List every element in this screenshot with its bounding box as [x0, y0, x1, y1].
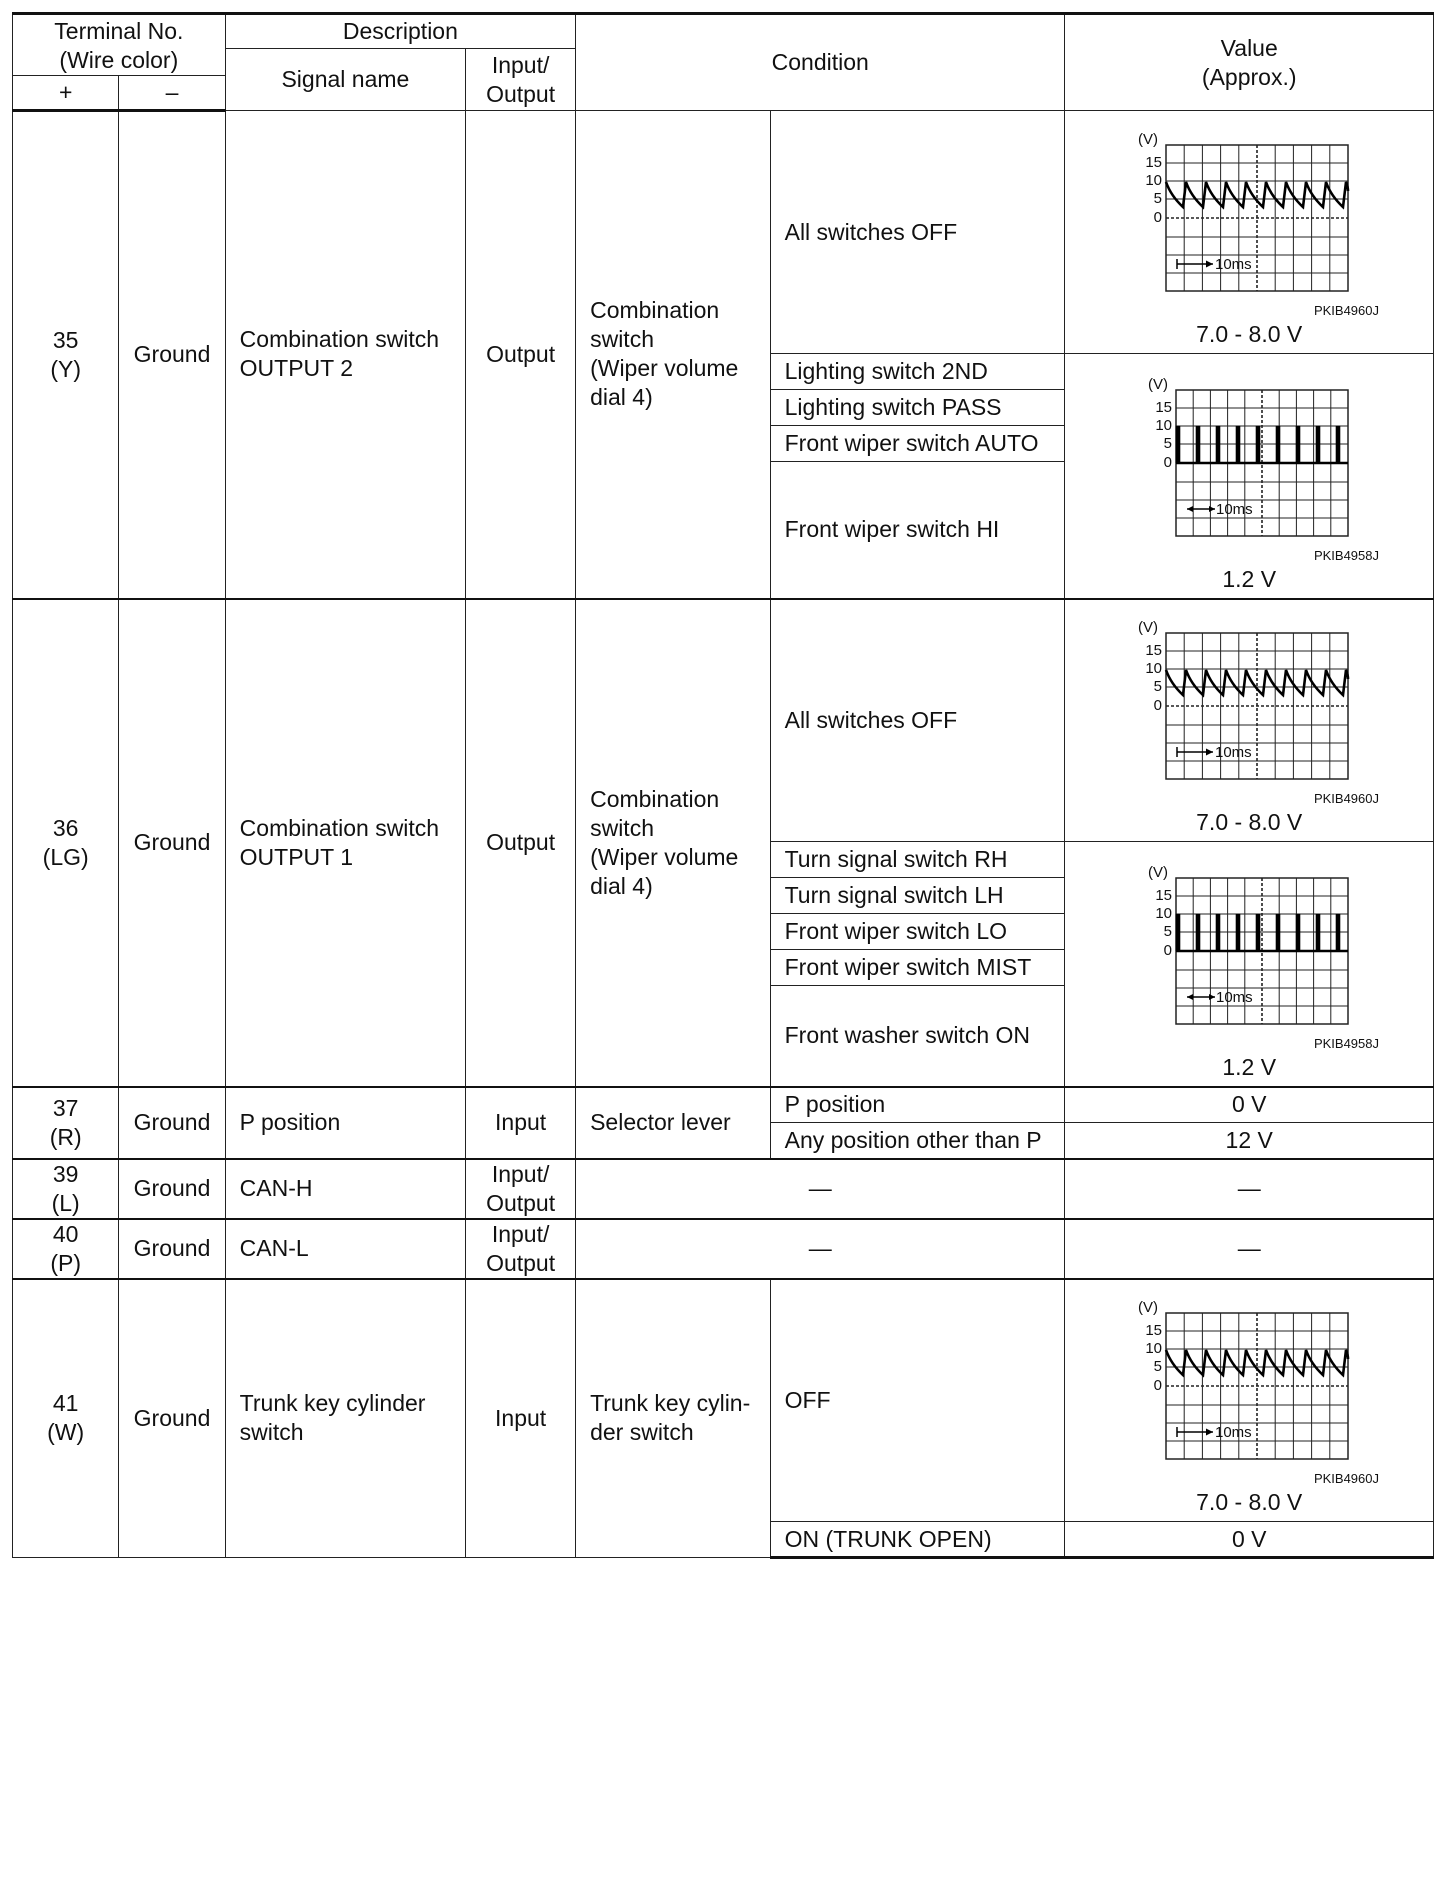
terminal-37-condition-group: Selector lever [576, 1087, 771, 1159]
waveform-figure [1065, 376, 1433, 548]
terminal-35-cond-wiper-hi: Front wiper switch HI [770, 462, 1065, 599]
terminal-41-condition-group: Trunk key cylin- der switch [576, 1279, 771, 1558]
time-scale-label: 10ms [1215, 256, 1252, 273]
tick-label-15: 15 [1145, 642, 1163, 659]
voltage-value: 1.2 V [1222, 1053, 1277, 1080]
terminal-41-value-a [1065, 1279, 1434, 1522]
tick-label-15: 15 [1145, 1322, 1163, 1339]
terminal-35-condition-group: Combination switch (Wiper volume dial 4) [576, 111, 771, 599]
figure-code: PKIB4958J [1313, 1035, 1379, 1051]
waveform-sawtooth-graph [1129, 1299, 1369, 1471]
header-value: Value (Approx.) [1065, 14, 1434, 111]
waveform-pulse-graph [1129, 376, 1369, 548]
terminal-37-cond-other: Any position other than P [770, 1123, 1065, 1159]
terminal-40-value: — [1065, 1219, 1434, 1279]
header-input-output: Input/ Output [466, 49, 576, 111]
tick-label-5: 5 [1153, 190, 1163, 207]
time-scale-marker [1177, 256, 1252, 273]
tick-label-0: 0 [1153, 697, 1163, 714]
time-scale-label: 10ms [1215, 1424, 1252, 1441]
axis-labels [1138, 1299, 1162, 1394]
axis-labels [1148, 864, 1172, 959]
terminal-35-cond-wiper-auto: Front wiper switch AUTO [770, 426, 1065, 462]
tick-label-0: 0 [1153, 209, 1163, 226]
header-terminal-no: Terminal No. (Wire color) [13, 14, 226, 76]
axis-labels [1148, 376, 1172, 471]
header-condition: Condition [576, 14, 1065, 111]
tick-label-10: 10 [1155, 904, 1173, 922]
unit-label: (V) [1138, 619, 1159, 636]
tick-label-15: 15 [1155, 886, 1173, 904]
terminal-37-value-a: 0 V [1065, 1087, 1434, 1123]
tick-label-5: 5 [1163, 922, 1173, 940]
terminal-35-cond-lighting-2nd: Lighting switch 2ND [770, 354, 1065, 390]
terminal-41-cond-on: ON (TRUNK OPEN) [770, 1522, 1065, 1558]
terminal-40-signal: CAN-L [225, 1219, 465, 1279]
terminal-35-io: Output [466, 111, 576, 599]
terminal-39-io: Input/ Output [466, 1159, 576, 1219]
voltage-value: 1.2 V [1222, 565, 1277, 592]
tick-label-0: 0 [1163, 453, 1173, 471]
terminal-41-value-b: 0 V [1065, 1522, 1434, 1558]
figure-code: PKIB4960J [1313, 1471, 1379, 1486]
terminal-37-ground: Ground [119, 1087, 225, 1159]
tick-label-15: 15 [1155, 398, 1173, 416]
tick-label-15: 15 [1145, 154, 1163, 171]
terminal-36: 36 (LG) [13, 599, 119, 1087]
axis-labels [1138, 131, 1162, 226]
tick-label-10: 10 [1155, 416, 1173, 434]
terminal-37-cond-p: P position [770, 1087, 1065, 1123]
terminal-40-io: Input/ Output [466, 1219, 576, 1279]
terminal-40-condition: — [576, 1219, 1065, 1279]
time-scale-marker [1177, 1424, 1252, 1441]
terminal-39-value: — [1065, 1159, 1434, 1219]
terminal-41-ground: Ground [119, 1279, 225, 1558]
terminal-36-cond-washer-on: Front washer switch ON [770, 986, 1065, 1087]
figure-code: PKIB4960J [1313, 303, 1379, 318]
terminal-36-value-b [1065, 842, 1434, 1087]
unit-label: (V) [1138, 1299, 1159, 1316]
terminal-35-value-a [1065, 111, 1434, 354]
terminal-39-signal: CAN-H [225, 1159, 465, 1219]
time-scale-label: 10ms [1215, 744, 1252, 761]
terminal-41-io: Input [466, 1279, 576, 1558]
terminal-41-signal: Trunk key cylinder switch [225, 1279, 465, 1558]
figure-code: PKIB4958J [1313, 547, 1379, 563]
terminal-36-value-a [1065, 599, 1434, 842]
voltage-value: 7.0 - 8.0 V [1196, 809, 1303, 835]
voltage-value: 7.0 - 8.0 V [1196, 321, 1303, 347]
unit-label: (V) [1148, 863, 1169, 881]
waveform-figure [1065, 864, 1433, 1036]
terminal-36-cond-turn-rh: Turn signal switch RH [770, 842, 1065, 878]
terminal-41: 41 (W) [13, 1279, 119, 1558]
oscilloscope-grid [1166, 1313, 1348, 1459]
time-scale-marker [1177, 744, 1252, 761]
terminal-41-cond-off: OFF [770, 1279, 1065, 1522]
unit-label: (V) [1148, 375, 1169, 393]
time-scale-label: 10ms [1216, 500, 1253, 518]
oscilloscope-grid [1166, 633, 1348, 779]
tick-label-10: 10 [1145, 660, 1163, 677]
tick-label-0: 0 [1163, 941, 1173, 959]
terminal-35-cond-lighting-pass: Lighting switch PASS [770, 390, 1065, 426]
terminal-35-value-b [1065, 354, 1434, 599]
header-signal-name: Signal name [225, 49, 465, 111]
waveform-sawtooth-graph [1129, 131, 1369, 303]
terminal-36-cond-turn-lh: Turn signal switch LH [770, 878, 1065, 914]
terminal-36-cond-all-off: All switches OFF [770, 599, 1065, 842]
terminal-35-ground: Ground [119, 111, 225, 599]
oscilloscope-grid [1166, 145, 1348, 291]
terminal-40-ground: Ground [119, 1219, 225, 1279]
terminal-table [12, 12, 1434, 1559]
terminal-35-signal: Combination switch OUTPUT 2 [225, 111, 465, 599]
figure-code: PKIB4960J [1313, 791, 1379, 806]
time-scale-label: 10ms [1216, 988, 1253, 1006]
header-plus: + [13, 76, 119, 111]
time-scale-marker [1187, 989, 1253, 1006]
axis-labels [1138, 619, 1162, 714]
tick-label-5: 5 [1153, 678, 1163, 695]
terminal-39-ground: Ground [119, 1159, 225, 1219]
terminal-39-condition: — [576, 1159, 1065, 1219]
time-scale-marker [1187, 501, 1253, 518]
tick-label-0: 0 [1153, 1377, 1163, 1394]
terminal-37-signal: P position [225, 1087, 465, 1159]
tick-label-10: 10 [1145, 1340, 1163, 1357]
terminal-36-cond-wiper-lo: Front wiper switch LO [770, 914, 1065, 950]
waveform-sawtooth-graph [1129, 619, 1369, 791]
unit-label: (V) [1138, 131, 1159, 148]
tick-label-10: 10 [1145, 172, 1163, 189]
tick-label-5: 5 [1153, 1358, 1163, 1375]
terminal-reference-sheet [12, 12, 1434, 1559]
waveform-figure [1065, 619, 1433, 791]
terminal-37-io: Input [466, 1087, 576, 1159]
terminal-36-cond-wiper-mist: Front wiper switch MIST [770, 950, 1065, 986]
terminal-39: 39 (L) [13, 1159, 119, 1219]
waveform-pulse-graph [1129, 864, 1369, 1036]
terminal-37-value-b: 12 V [1065, 1123, 1434, 1159]
waveform-figure [1065, 131, 1433, 303]
header-description: Description [225, 14, 575, 49]
terminal-35: 35 (Y) [13, 111, 119, 599]
terminal-36-io: Output [466, 599, 576, 1087]
voltage-value: 7.0 - 8.0 V [1196, 1489, 1303, 1515]
terminal-36-condition-group: Combination switch (Wiper volume dial 4) [576, 599, 771, 1087]
terminal-35-cond-all-off: All switches OFF [770, 111, 1065, 354]
terminal-36-signal: Combination switch OUTPUT 1 [225, 599, 465, 1087]
terminal-37: 37 (R) [13, 1087, 119, 1159]
waveform-figure [1065, 1299, 1433, 1471]
header-minus: – [119, 76, 225, 111]
terminal-36-ground: Ground [119, 599, 225, 1087]
terminal-40: 40 (P) [13, 1219, 119, 1279]
tick-label-5: 5 [1163, 434, 1173, 452]
